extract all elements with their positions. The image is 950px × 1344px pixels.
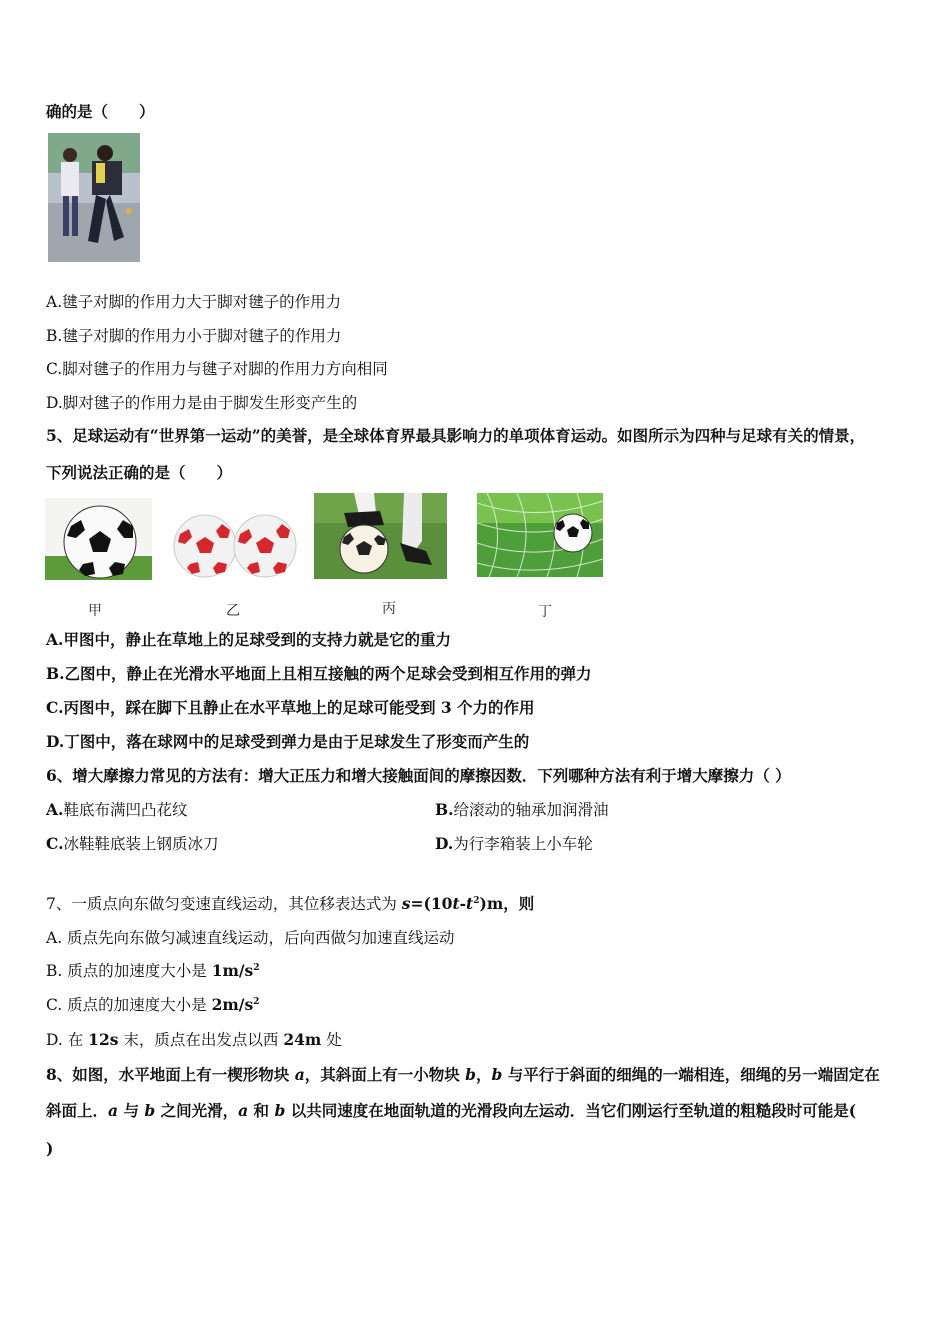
q8-stem-line2: 斜面上．a 与 b 之间光滑，a 和 b 以共同速度在地面轨道的光滑段向左运动．当它们刚运行至轨道的粗糙段时可能是( <box>46 1101 857 1120</box>
foot-on-ball-photo <box>314 493 447 579</box>
q7-option-a: A. 质点先向东做匀减速直线运动，后向西做匀加速直线运动 <box>46 929 455 947</box>
q6-option-c: C.冰鞋鞋底装上钢质冰刀 <box>46 834 219 853</box>
q4-option-a: A.毽子对脚的作用力大于脚对毽子的作用力 <box>46 293 342 311</box>
caption-jia: 甲 <box>88 603 102 619</box>
q5-option-d: D.丁图中，落在球网中的足球受到弹力是由于足球发生了形变而产生的 <box>46 732 530 751</box>
q6-option-a: A.鞋底布满凹凸花纹 <box>46 800 188 819</box>
q8-stem-line3: ) <box>46 1139 54 1158</box>
q7-stem: 7、一质点向东做匀变速直线运动，其位移表达式为 $s=(10t-t^2)m$，则 <box>46 894 535 913</box>
caption-yi: 乙 <box>226 603 240 619</box>
shuttlecock-photo <box>48 133 140 262</box>
q7-option-c: C. 质点的加速度大小是 $2m/s^2$ <box>46 995 260 1014</box>
ball-in-net-photo <box>477 493 603 577</box>
q4-stem: 确的是（ ） <box>46 102 155 121</box>
q6-stem: 6、增大摩擦力常见的方法有：增大正压力和增大接触面间的摩擦因数．下列哪种方法有利于增大摩擦力（ ） <box>46 766 791 785</box>
q6-option-d: D.为行李箱装上小车轮 <box>435 834 593 853</box>
q6-option-b: B.给滚动的轴承加润滑油 <box>435 800 609 819</box>
q8-stem-line1: 8、如图，水平地面上有一楔形物块 a，其斜面上有一小物块 b，b 与平行于斜面的细绳的一端相连，细绳的另一端固定在 <box>46 1065 880 1084</box>
caption-ding: 丁 <box>538 604 552 620</box>
q5-option-a: A.甲图中，静止在草地上的足球受到的支持力就是它的重力 <box>46 630 451 649</box>
caption-bing: 丙 <box>382 601 396 617</box>
q4-option-d: D.脚对毽子的作用力是由于脚发生形变产生的 <box>46 394 358 412</box>
q7-option-b: B. 质点的加速度大小是 $1m/s^2$ <box>46 961 260 980</box>
two-red-balls-photo <box>172 510 297 582</box>
q4-option-b: B.毽子对脚的作用力小于脚对毽子的作用力 <box>46 327 342 345</box>
football-on-grass-photo <box>45 498 152 580</box>
q7-option-d: D. 在 12s 末，质点在出发点以西 24m 处 <box>46 1030 342 1049</box>
q5-stem-line2: 下列说法正确的是（ ） <box>46 463 233 482</box>
q5-option-c: C.丙图中，踩在脚下且静止在水平草地上的足球可能受到 3 个力的作用 <box>46 698 535 717</box>
q5-option-b: B.乙图中，静止在光滑水平地面上且相互接触的两个足球会受到相互作用的弹力 <box>46 664 592 683</box>
q5-stem-line1: 5、足球运动有“世界第一运动”的美誉，是全球体育界最具影响力的单项体育运动。如图所示为四种与足球有关的情景， <box>46 426 866 445</box>
q4-option-c: C.脚对毽子的作用力与毽子对脚的作用力方向相同 <box>46 360 388 378</box>
